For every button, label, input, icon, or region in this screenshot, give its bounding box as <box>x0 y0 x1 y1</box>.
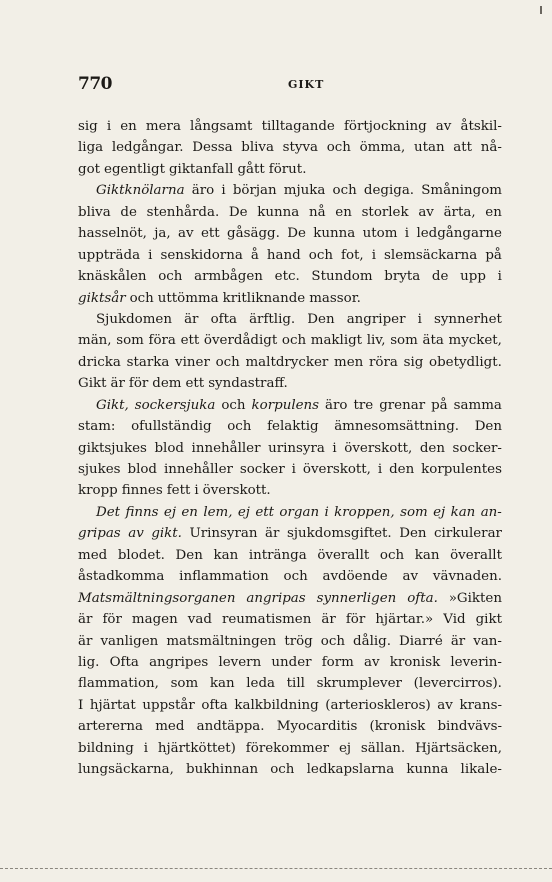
word: levern <box>218 654 262 670</box>
word: socker <box>239 462 285 477</box>
italic-word: ej <box>237 504 250 520</box>
word: liv, <box>366 333 386 349</box>
word: vanligen <box>100 633 159 649</box>
text-line <box>78 330 502 351</box>
word: ledkapslarna <box>306 762 395 778</box>
italic-word: Det <box>96 504 121 520</box>
word: Dessa <box>192 140 233 156</box>
word: inflammation <box>179 569 269 585</box>
word: är <box>184 311 199 327</box>
word: åtskil- <box>460 119 502 134</box>
word: ett <box>185 376 205 392</box>
page-header <box>78 74 498 98</box>
text-line <box>78 309 502 330</box>
word: är <box>265 526 280 542</box>
italic-word: av <box>128 526 144 542</box>
word: för <box>102 612 122 628</box>
word: intränga <box>248 547 307 563</box>
word: och <box>221 397 246 413</box>
word: röra <box>369 354 398 370</box>
word: av <box>418 204 434 220</box>
word: äro <box>191 183 215 199</box>
word: och <box>320 633 345 649</box>
word: giktsjukes <box>78 440 147 456</box>
text-line <box>78 480 502 501</box>
word: likale- <box>460 762 502 778</box>
word: i <box>291 462 296 477</box>
italic-word: lem, <box>203 504 233 520</box>
word: Sjukdomen <box>96 311 172 327</box>
word: artererna <box>78 719 144 735</box>
body-text <box>78 116 502 781</box>
word: angriper <box>346 311 406 327</box>
word: hand <box>266 247 301 263</box>
word: degiga. <box>363 183 415 199</box>
word: vävnaden. <box>432 569 502 585</box>
word: I <box>78 697 84 713</box>
word: utom <box>362 226 398 242</box>
text-line <box>78 759 502 780</box>
word: men <box>334 354 364 370</box>
word: kronisk <box>389 654 441 670</box>
word: andtäppa. <box>196 719 265 735</box>
text-line <box>78 523 502 544</box>
word: armbågen <box>194 269 263 285</box>
word: avdöende <box>322 569 388 585</box>
word: etc. <box>274 269 300 285</box>
word: överskott, <box>302 462 371 477</box>
word: av <box>364 654 380 670</box>
word: obetydligt. <box>429 354 502 370</box>
word: giktanfall <box>168 161 234 177</box>
page-number: 770 <box>78 74 112 94</box>
word: av <box>435 119 452 134</box>
word: leda <box>246 676 276 692</box>
word: bildning <box>78 740 134 756</box>
italic-word: ofta. <box>407 590 438 606</box>
word: åstadkomma <box>78 569 165 585</box>
word: Gikt <box>78 376 107 392</box>
word: (kronisk <box>369 719 426 735</box>
word: ärta, <box>443 204 476 220</box>
word: förut. <box>268 161 307 177</box>
word: och <box>158 269 183 285</box>
word: till <box>286 676 305 692</box>
word: i <box>417 311 422 327</box>
text-line <box>78 180 502 201</box>
word: med <box>78 547 108 563</box>
word: av <box>437 697 453 713</box>
word: att <box>453 140 473 156</box>
word: Stundom <box>311 269 373 285</box>
italic-word: finns <box>125 504 159 520</box>
word: grenar <box>379 397 426 413</box>
word: de <box>431 269 449 285</box>
word: början <box>232 183 277 199</box>
word: slemsäckarna <box>384 247 478 263</box>
word: stam: <box>78 419 116 435</box>
word: tilltagande <box>261 119 335 134</box>
word: mycket, <box>448 333 502 349</box>
word: en <box>120 119 137 134</box>
word: en <box>485 204 502 220</box>
word: under <box>271 654 312 670</box>
text-line <box>78 609 502 630</box>
word: på <box>431 397 448 413</box>
word: sig <box>78 119 98 134</box>
word: uttömma <box>157 290 219 306</box>
italic-word: gikt. <box>151 526 182 542</box>
word: är <box>78 633 93 649</box>
running-head: GIKT <box>288 78 325 91</box>
word: och <box>270 762 295 778</box>
text-line <box>78 137 502 158</box>
word: felaktig <box>267 419 319 435</box>
word: hjärtar.» <box>375 612 434 628</box>
word: »Gikten <box>448 590 502 606</box>
word: bryta <box>384 269 421 285</box>
text-line <box>78 502 502 523</box>
word: som <box>170 676 199 692</box>
word: kan <box>414 547 440 563</box>
text-line <box>78 716 502 737</box>
word: hjärtköttet) <box>157 740 236 756</box>
italic-word: synnerligen <box>316 590 397 606</box>
word: kunna <box>257 204 300 220</box>
word: ofta <box>201 697 228 713</box>
word: Hjärtsäcken, <box>415 740 502 756</box>
italic-word: angripas <box>246 590 306 606</box>
word: förtjockning <box>343 119 427 134</box>
word: kunna <box>406 762 449 778</box>
word: uppträda <box>78 247 141 263</box>
italic-word: gripas <box>78 526 121 542</box>
word: stenhårda. <box>146 204 220 220</box>
text-line <box>78 395 502 416</box>
word: som <box>116 333 144 349</box>
word: starka <box>126 354 170 370</box>
word: är <box>110 376 125 392</box>
word: Urinsyran <box>189 526 258 542</box>
word: äro <box>325 397 348 413</box>
word: ja, <box>154 226 171 242</box>
word: trög <box>284 633 313 649</box>
word: cirkulerar <box>434 526 502 542</box>
italic-word: sockersjuka <box>134 397 216 413</box>
text-line <box>78 202 502 223</box>
italic-word: Matsmältningsorganen <box>78 590 236 606</box>
italic-word: ett <box>255 504 275 520</box>
word: ett <box>200 226 220 242</box>
word: massor. <box>309 290 361 306</box>
word: och <box>283 569 308 585</box>
word: Ofta <box>109 654 139 670</box>
word: kan <box>213 547 239 563</box>
word: angripes <box>149 654 209 670</box>
word: ofta <box>210 311 237 327</box>
word: hjärtat <box>89 697 136 713</box>
word: reumatismen <box>221 612 312 628</box>
word: bliva <box>241 140 274 156</box>
word: vad <box>187 612 212 628</box>
text-line <box>78 588 502 609</box>
word: Vid <box>443 612 466 628</box>
word: uppstår <box>142 697 195 713</box>
text-line <box>78 288 502 309</box>
word: korpulentes <box>421 462 502 477</box>
word: Den <box>175 547 203 563</box>
text-line <box>78 631 502 652</box>
word: ofullständig <box>131 419 212 435</box>
word: mera <box>145 119 181 134</box>
text-line <box>78 223 502 244</box>
word: dricka <box>78 354 121 370</box>
word: ärftlig. <box>249 311 296 327</box>
word: gåsägg. <box>227 226 280 242</box>
word: fot, <box>341 247 364 263</box>
word: i <box>221 183 226 199</box>
word: av <box>402 569 419 585</box>
italic-word: ej <box>433 504 446 520</box>
italic-word: ej <box>163 504 176 520</box>
word: långsamt <box>190 119 253 134</box>
word: som <box>390 333 418 349</box>
word: nå <box>308 204 326 220</box>
word: och <box>215 354 240 370</box>
text-line <box>78 652 502 673</box>
word: Den <box>399 526 427 542</box>
word: överallt <box>450 547 502 563</box>
word: syndastraff. <box>208 376 288 392</box>
word: i <box>332 440 337 456</box>
word: kunna <box>313 226 356 242</box>
word: överdådigt <box>203 333 278 349</box>
word: blodet. <box>117 547 165 563</box>
word: och <box>379 547 405 563</box>
word: och <box>227 419 252 435</box>
word: män, <box>78 333 112 349</box>
word: flammation, <box>78 676 159 692</box>
word: van- <box>473 633 502 649</box>
word: å <box>250 247 259 263</box>
word: i <box>497 269 502 285</box>
text-line <box>78 266 502 287</box>
word: nå- <box>480 140 502 156</box>
word: leverin- <box>450 654 502 670</box>
word: tre <box>353 397 374 413</box>
word: är <box>78 612 93 628</box>
italic-word: an- <box>480 504 502 520</box>
text-line <box>78 438 502 459</box>
word: senskidorna <box>160 247 243 263</box>
word: sjukdomsgiftet. <box>286 526 392 542</box>
text-line <box>78 695 502 716</box>
word: magen <box>131 612 178 628</box>
word: lungsäckarna, <box>78 762 174 778</box>
word: sig <box>403 354 424 370</box>
word: synnerhet <box>433 311 502 327</box>
text-line <box>78 459 502 480</box>
text-line <box>78 738 502 759</box>
word: knäskålen <box>78 269 147 285</box>
word: kritliknande <box>222 290 306 306</box>
text-line <box>78 545 502 566</box>
word: överskott, <box>344 440 413 456</box>
word: samma <box>453 397 502 413</box>
word: bukhinnan <box>186 762 259 778</box>
word: ledgångar. <box>111 140 184 156</box>
word: Småningom <box>421 183 502 199</box>
word: (arterioskleros) <box>325 697 431 713</box>
word: egentligt <box>104 161 165 177</box>
word: föra <box>148 333 176 349</box>
word: och <box>326 140 351 156</box>
italic-word: i <box>324 504 329 520</box>
word: och <box>308 247 333 263</box>
word: krans- <box>459 697 502 713</box>
word: sällan. <box>360 740 406 756</box>
word: got <box>78 161 101 177</box>
word: ämnesomsättning. <box>334 419 460 435</box>
word: kropp <box>78 483 118 499</box>
word: blod <box>154 440 184 456</box>
word: dålig. <box>353 633 391 649</box>
word: hasselnöt, <box>78 226 147 242</box>
word: styva <box>282 140 319 156</box>
word: mjuka <box>283 183 326 199</box>
word: form <box>321 654 354 670</box>
italic-word: en <box>181 504 198 520</box>
word: finnes <box>121 483 163 499</box>
word: kalkbildning <box>234 697 319 713</box>
text-line <box>78 352 502 373</box>
word: i <box>371 247 376 263</box>
word: innehåller <box>163 462 233 477</box>
word: ett <box>180 333 200 349</box>
page-bottom-edge <box>0 868 552 870</box>
word: är <box>321 612 336 628</box>
word: liga <box>78 140 104 156</box>
word: bindvävs- <box>437 719 502 735</box>
word: maltdrycker <box>245 354 329 370</box>
word: för <box>345 612 366 628</box>
word: sjukes <box>78 462 121 477</box>
italic-word: organ <box>279 504 320 520</box>
word: fett <box>166 483 191 499</box>
word: i <box>143 740 148 756</box>
text-line <box>78 373 502 394</box>
text-line <box>78 245 502 266</box>
italic-word: kan <box>450 504 476 520</box>
word: viner <box>175 354 210 370</box>
word: socker- <box>452 440 502 456</box>
word: den <box>389 462 415 477</box>
word: Den <box>307 311 335 327</box>
word: ledgångarne <box>416 226 502 242</box>
italic-word: korpulens <box>251 397 320 413</box>
word: i <box>106 119 112 134</box>
word: lig. <box>78 654 100 670</box>
word: med <box>155 719 185 735</box>
word: Myocarditis <box>276 719 358 735</box>
word: av <box>178 226 194 242</box>
word: äta <box>422 333 444 349</box>
word: på <box>485 247 502 263</box>
word: De <box>228 204 248 220</box>
word: den <box>419 440 445 456</box>
word: och <box>281 333 307 349</box>
word: kan <box>209 676 235 692</box>
italic-word: kroppen, <box>334 504 395 520</box>
word: bliva <box>78 204 111 220</box>
word: storlek <box>361 204 409 220</box>
word: en <box>335 204 352 220</box>
word: dem <box>152 376 182 392</box>
text-line <box>78 159 502 180</box>
word: de <box>120 204 137 220</box>
text-line <box>78 673 502 694</box>
word: Diarré <box>399 633 443 649</box>
word: (levercirros). <box>413 676 502 692</box>
word: är <box>450 633 466 649</box>
word: i <box>194 483 199 499</box>
word: upp <box>460 269 486 285</box>
word: överskott. <box>202 483 271 499</box>
word: i <box>377 462 383 477</box>
word: och <box>332 183 357 199</box>
word: gått <box>237 161 265 177</box>
word: ej <box>338 740 352 756</box>
word: ömma, <box>359 140 406 156</box>
word: överallt <box>317 547 370 563</box>
word: matsmältningen <box>166 633 277 649</box>
word: blod <box>127 462 157 477</box>
text-line <box>78 566 502 587</box>
word: i <box>148 247 153 263</box>
word: makligt <box>310 333 363 349</box>
text-line <box>78 416 502 437</box>
text-line <box>78 116 502 137</box>
word: för <box>128 376 149 392</box>
word: i <box>404 226 410 242</box>
italic-word: Giktknölarna <box>96 183 185 199</box>
word: gikt <box>475 612 502 628</box>
word: Den <box>474 419 502 435</box>
page-edge-mark <box>540 6 542 14</box>
italic-word: som <box>400 504 428 520</box>
word: förekommer <box>245 740 330 756</box>
word: innehåller <box>191 440 261 456</box>
word: och <box>129 290 154 306</box>
word: urinsyra <box>268 440 325 456</box>
word: skrumplever <box>316 676 402 692</box>
word: utan <box>413 140 445 156</box>
word: De <box>287 226 306 242</box>
italic-word: Gikt, <box>96 397 129 413</box>
italic-word: giktsår <box>78 290 126 306</box>
